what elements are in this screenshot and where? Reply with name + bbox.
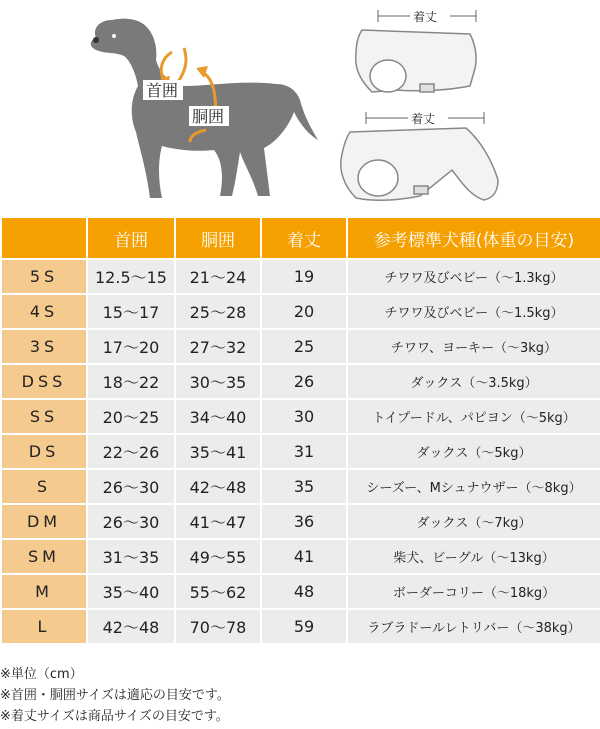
table-row bbox=[1, 329, 600, 364]
length-cell: 31 bbox=[261, 434, 347, 469]
table-row bbox=[1, 399, 600, 434]
size-cell: SM bbox=[1, 539, 87, 574]
girth-cell: 30〜35 bbox=[175, 364, 261, 399]
header-neck: 首囲 bbox=[87, 217, 175, 259]
header-breed: 参考標準犬種(体重の目安) bbox=[347, 217, 600, 259]
neck-cell: 17〜20 bbox=[87, 329, 175, 364]
girth-cell: 41〜47 bbox=[175, 504, 261, 539]
breed-cell: チワワ、ヨーキー（〜3kg） bbox=[347, 329, 600, 364]
table-row bbox=[1, 574, 600, 609]
neck-cell: 12.5〜15 bbox=[87, 259, 175, 294]
length-cell: 48 bbox=[261, 574, 347, 609]
length-label-bottom: 着丈 bbox=[411, 112, 436, 126]
size-chart-table bbox=[0, 216, 600, 645]
breed-cell: 柴犬、ビーグル（〜13kg） bbox=[347, 539, 600, 574]
neck-cell: 20〜25 bbox=[87, 399, 175, 434]
note-length: ※着丈サイズは商品サイズの目安です。 bbox=[0, 709, 229, 724]
table-row bbox=[1, 539, 600, 574]
size-cell: S bbox=[1, 469, 87, 504]
breed-cell: ダックス（〜5kg） bbox=[347, 434, 600, 469]
girth-cell: 35〜41 bbox=[175, 434, 261, 469]
header-girth: 胴囲 bbox=[175, 217, 261, 259]
neck-cell: 35〜40 bbox=[87, 574, 175, 609]
length-cell: 36 bbox=[261, 504, 347, 539]
neck-cell: 18〜22 bbox=[87, 364, 175, 399]
header-corner bbox=[1, 217, 87, 259]
size-guide-illustration bbox=[0, 0, 600, 215]
girth-label: 胴囲 bbox=[192, 107, 225, 126]
girth-cell: 21〜24 bbox=[175, 259, 261, 294]
breed-cell: ダックス（〜3.5kg） bbox=[347, 364, 600, 399]
table-row bbox=[1, 504, 600, 539]
note-unit: ※単位（cm） bbox=[0, 667, 83, 682]
size-cell: 3S bbox=[1, 329, 87, 364]
table-row bbox=[1, 609, 600, 644]
length-cell: 41 bbox=[261, 539, 347, 574]
size-cell: L bbox=[1, 609, 87, 644]
size-cell: M bbox=[1, 574, 87, 609]
size-cell: DM bbox=[1, 504, 87, 539]
length-cell: 26 bbox=[261, 364, 347, 399]
girth-cell: 49〜55 bbox=[175, 539, 261, 574]
size-cell: SS bbox=[1, 399, 87, 434]
neck-label: 首囲 bbox=[146, 81, 179, 100]
girth-cell: 55〜62 bbox=[175, 574, 261, 609]
neck-cell: 22〜26 bbox=[87, 434, 175, 469]
girth-cell: 34〜40 bbox=[175, 399, 261, 434]
girth-cell: 42〜48 bbox=[175, 469, 261, 504]
neck-cell: 31〜35 bbox=[87, 539, 175, 574]
table-row bbox=[1, 259, 600, 294]
breed-cell: トイプードル、パピヨン（〜5kg） bbox=[347, 399, 600, 434]
garment-top-icon bbox=[356, 30, 476, 92]
breed-cell: チワワ及びベビー（〜1.5kg） bbox=[347, 294, 600, 329]
girth-cell: 70〜78 bbox=[175, 609, 261, 644]
breed-cell: ダックス（〜7kg） bbox=[347, 504, 600, 539]
table-row bbox=[1, 469, 600, 504]
size-cell: DS bbox=[1, 434, 87, 469]
size-cell: 4S bbox=[1, 294, 87, 329]
length-cell: 35 bbox=[261, 469, 347, 504]
girth-cell: 27〜32 bbox=[175, 329, 261, 364]
length-cell: 25 bbox=[261, 329, 347, 364]
neck-cell: 26〜30 bbox=[87, 504, 175, 539]
breed-cell: ラブラドールレトリバー（〜38kg） bbox=[347, 609, 600, 644]
girth-cell: 25〜28 bbox=[175, 294, 261, 329]
length-cell: 20 bbox=[261, 294, 347, 329]
length-cell: 30 bbox=[261, 399, 347, 434]
length-cell: 19 bbox=[261, 259, 347, 294]
table-row bbox=[1, 364, 600, 399]
table-row bbox=[1, 294, 600, 329]
length-cell: 59 bbox=[261, 609, 347, 644]
breed-cell: シーズー、Mシュナウザー（〜8kg） bbox=[347, 469, 600, 504]
neck-cell: 15〜17 bbox=[87, 294, 175, 329]
table-row bbox=[1, 434, 600, 469]
neck-cell: 42〜48 bbox=[87, 609, 175, 644]
notes bbox=[0, 664, 230, 727]
size-cell: DSS bbox=[1, 364, 87, 399]
size-cell: 5S bbox=[1, 259, 87, 294]
header-length: 着丈 bbox=[261, 217, 347, 259]
length-label-top: 着丈 bbox=[413, 10, 438, 24]
note-girth: ※首囲・胴囲サイズは適応の目安です。 bbox=[0, 688, 230, 703]
breed-cell: ボーダーコリー（〜18kg） bbox=[347, 574, 600, 609]
breed-cell: チワワ及びベビー（〜1.3kg） bbox=[347, 259, 600, 294]
garment-bottom-icon bbox=[341, 128, 498, 200]
table-header-row bbox=[1, 217, 600, 259]
neck-cell: 26〜30 bbox=[87, 469, 175, 504]
